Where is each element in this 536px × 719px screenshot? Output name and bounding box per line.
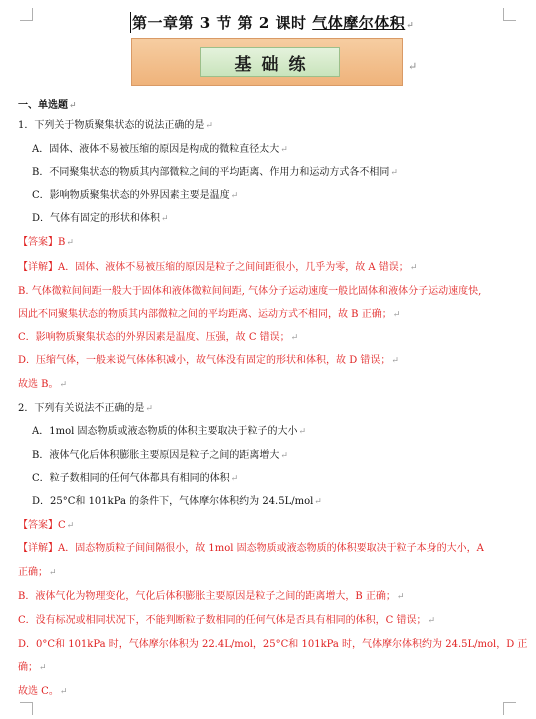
question-1-explanation-line: 因此不同聚集状态的物质其内部微粒之间的平均距离、运动方式不相同，故 B 正确；↵ (18, 309, 401, 320)
question-2-answer: 【答案】C↵ (18, 520, 75, 531)
question-1-explanation-line: 【详解】A．固体、液体不易被压缩的原因是粒子之间间距很小，几乎为零，故 A 错误；↵ (18, 262, 418, 273)
question-1-conclusion: 故选 B。↵ (18, 379, 68, 390)
banner-label-box (200, 47, 340, 77)
page-corner-mark (503, 8, 516, 21)
basic-practice-banner (131, 38, 403, 86)
page-corner-mark (20, 702, 33, 715)
question-2-option-d: D．25°C和 101kPa 的条件下，气体摩尔体积约为 24.5L/mol↵ (32, 496, 322, 507)
title-part-lesson: 第一章第 3 节 第 2 课时 (132, 14, 313, 32)
question-2-stem: 2．下列有关说法不正确的是↵ (18, 403, 153, 414)
page-corner-mark (20, 8, 33, 21)
paragraph-mark-icon: ↵ (408, 60, 418, 73)
question-2-explanation-line: B．液体气化为物理变化，气化后体积膨胀主要原因是粒子之间的距离增大，B 正确；↵ (18, 591, 405, 602)
question-2-explanation-line: 【详解】A．固态物质粒子间间隔很小，故 1mol 固态物质或液态物质的体积要取决于粒子本身的大小，A (18, 543, 484, 554)
question-1-explanation-line: D．压缩气体，一般来说气体体积减小，故气体没有固定的形状和体积，故 D 错误；↵ (18, 355, 399, 366)
question-2-option-a: A．1mol 固态物质或液态物质的体积主要取决于粒子的大小↵ (32, 426, 307, 437)
question-2-explanation-line: C．没有标况或相同状况下，不能判断粒子数相同的任何气体是否具有相同的体积，C 错误；↵ (18, 615, 436, 626)
question-1-option-d: D．气体有固定的形状和体积↵ (32, 213, 169, 224)
question-1-option-c: C．影响物质聚集状态的外界因素主要是温度↵ (32, 190, 239, 201)
question-1-explanation-line: B. 气体微粒间间距一般大于固体和液体微粒间间距, 气体分子运动速度一般比固体和液体分子运动速度快, (18, 286, 482, 297)
paragraph-mark-icon: ↵ (406, 21, 415, 31)
question-1-explanation-line: C．影响物质聚集状态的外界因素是温度、压强，故 C 错误；↵ (18, 332, 299, 343)
question-1-option-b: B．不同聚集状态的物质其内部微粒之间的平均距离、作用力和运动方式各不相同↵ (32, 167, 398, 178)
banner-label: 基础练 (234, 54, 316, 75)
question-2-explanation-line: D．0°C和 101kPa 时，气体摩尔体积为 22.4L/mol，25°C和 101kPa 时，气体摩尔体积约为 24.5L/mol，D 正 (18, 639, 528, 650)
question-2-explanation-line: 确；↵ (18, 662, 47, 673)
question-2-conclusion: 故选 C。↵ (18, 686, 68, 697)
question-2-option-b: B．液体气化后体积膨胀主要原因是粒子之间的距离增大↵ (32, 450, 288, 461)
section-heading: 一、单选题↵ (18, 100, 77, 111)
question-1-option-a: A．固体、液体不易被压缩的原因是构成的微粒直径太大↵ (32, 144, 288, 155)
document-title (130, 12, 414, 33)
question-2-explanation-line: 正确；↵ (18, 567, 57, 578)
page-corner-mark (503, 702, 516, 715)
question-2-option-c: C．粒子数相同的任何气体都具有相同的体积↵ (32, 473, 239, 484)
question-1-answer: 【答案】B↵ (18, 237, 74, 248)
title-part-topic: 气体摩尔体积 (312, 14, 406, 32)
question-1-stem: 1．下列关于物质聚集状态的说法正确的是↵ (18, 120, 213, 131)
